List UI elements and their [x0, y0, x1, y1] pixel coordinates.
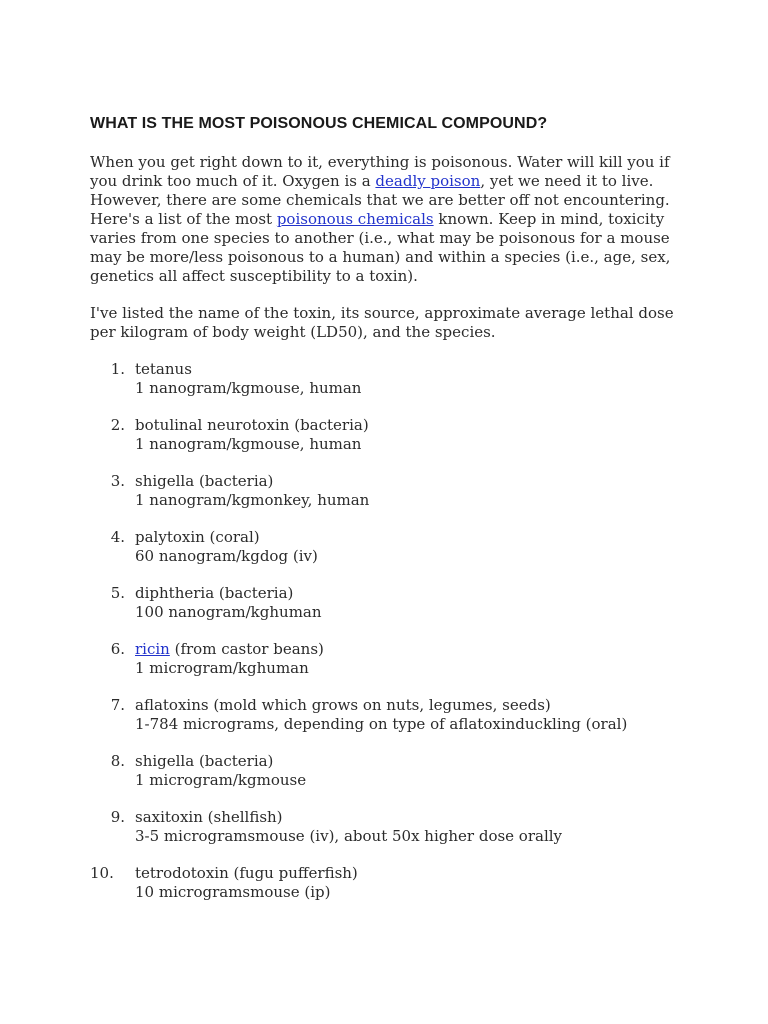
- list-number: 9.: [110, 808, 125, 826]
- toxin-list: [90, 360, 680, 902]
- list-number: 8.: [110, 752, 125, 770]
- ld50-explanation-paragraph: I've listed the name of the toxin, its source, approximate average lethal dose per kilogram of body weight (LD50), and the species.: [90, 304, 674, 341]
- toxin-dose: 1-784 micrograms, depending on type of aflatoxinduckling (oral): [135, 715, 628, 733]
- toxin-item-7: [90, 696, 680, 734]
- intro-paragraph: [90, 153, 680, 286]
- toxin-dose: 1 nanogram/kgmouse, human: [135, 379, 362, 397]
- toxin-dose: 1 microgram/kghuman: [135, 659, 309, 677]
- list-number: 3.: [110, 472, 125, 490]
- toxin-item-2: [90, 416, 680, 454]
- toxin-name: shigella (bacteria): [135, 752, 274, 770]
- page-title: WHAT IS THE MOST POISONOUS CHEMICAL COMPOUND?: [90, 115, 548, 132]
- poisonous-chemicals-link[interactable]: poisonous chemicals: [276, 210, 434, 228]
- toxin-name: tetrodotoxin (fugu pufferfish): [135, 864, 358, 882]
- toxin-item-6: [90, 640, 680, 678]
- deadly-poison-link[interactable]: deadly poison: [375, 172, 481, 190]
- toxin-dose: 60 nanogram/kgdog (iv): [135, 547, 318, 565]
- list-number: 1.: [110, 360, 125, 378]
- document-page: [90, 114, 680, 920]
- list-number: 5.: [110, 584, 125, 602]
- toxin-item-3: [90, 472, 680, 510]
- toxin-name: shigella (bacteria): [135, 472, 274, 490]
- toxin-name-line: [135, 640, 680, 659]
- list-number: 4.: [110, 528, 125, 546]
- toxin-item-8: [90, 752, 680, 790]
- toxin-dose: 1 nanogram/kgmonkey, human: [135, 491, 370, 509]
- toxin-name: aflatoxins (mold which grows on nuts, legumes, seeds): [135, 696, 551, 714]
- list-number: 10.: [90, 864, 114, 882]
- list-number: 6.: [110, 640, 125, 658]
- toxin-item-4: [90, 528, 680, 566]
- list-number: 7.: [110, 696, 125, 714]
- ricin-link[interactable]: ricin: [135, 640, 170, 658]
- intro-text-1: When you get right down to it, everything is poisonous. Water will kill you if you drink too much of it. Oxygen is a: [90, 153, 670, 190]
- toxin-item-1: [90, 360, 680, 398]
- toxin-name: tetanus: [135, 360, 192, 378]
- intro-text-3: known. Keep in mind, toxicity varies from one species to another (i.e., what may be poisonous for a mouse may be more/less poisonous to a human) and within a species (i.e., age, sex, genetics all affect susceptibility to a toxin).: [90, 210, 671, 285]
- toxin-name: diphtheria (bacteria): [135, 584, 294, 602]
- toxin-dose: 1 nanogram/kgmouse, human: [135, 435, 362, 453]
- toxin-name: (from castor beans): [169, 640, 324, 658]
- toxin-dose: 1 microgram/kgmouse: [135, 771, 307, 789]
- toxin-dose: 10 microgramsmouse (ip): [135, 883, 331, 901]
- intro-text-2: , yet we need it to live. However, there are some chemicals that we are better off not encountering. Here's a list of the most: [90, 172, 670, 228]
- toxin-item-5: [90, 584, 680, 622]
- toxin-dose: 100 nanogram/kghuman: [135, 603, 322, 621]
- list-number: 2.: [110, 416, 125, 434]
- toxin-item-10: [90, 864, 680, 902]
- toxin-name: saxitoxin (shellfish): [135, 808, 283, 826]
- toxin-dose: 3-5 microgramsmouse (iv), about 50x higher dose orally: [135, 827, 563, 845]
- toxin-item-9: [90, 808, 680, 846]
- toxin-name: palytoxin (coral): [135, 528, 260, 546]
- toxin-name: botulinal neurotoxin (bacteria): [135, 416, 369, 434]
